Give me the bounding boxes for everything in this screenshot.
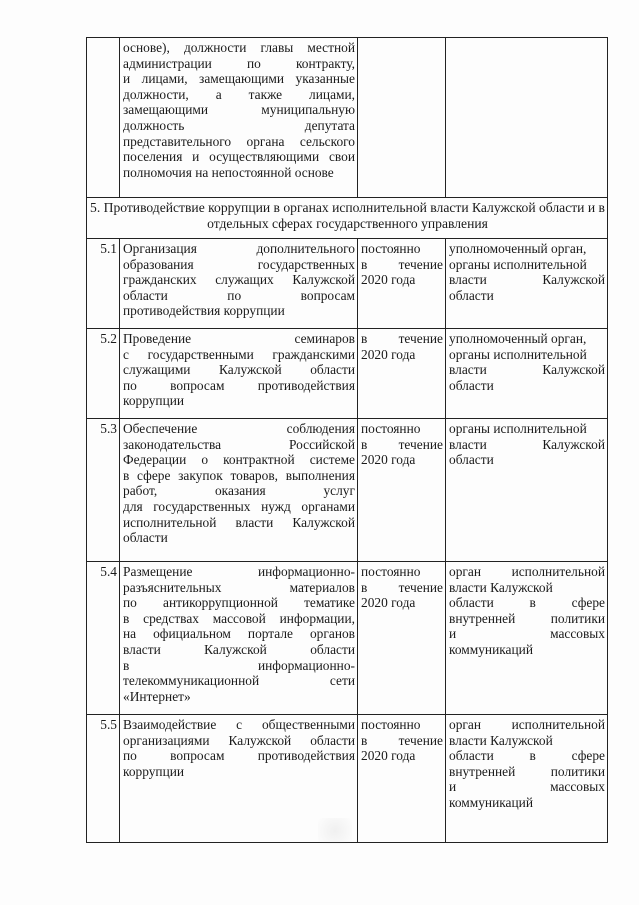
measure-line: Организация дополнительного: [123, 241, 355, 256]
table-row: [87, 562, 608, 715]
measure-line: работ, оказания услуг: [123, 483, 355, 499]
measure-cell: [120, 329, 358, 419]
measure-cell: [120, 239, 358, 329]
responsible-line: органы исполнительной: [449, 421, 587, 436]
measure-line: и лицами, замещающими указанные: [123, 71, 355, 87]
responsible-line: власти Калужской: [449, 579, 553, 595]
responsible-cell: [446, 715, 608, 843]
measure-cell: [120, 419, 358, 562]
measure-line: по вопросам противодействия: [123, 377, 355, 393]
responsible-line: коммуникаций: [449, 794, 533, 810]
responsible-cell: [446, 38, 608, 198]
measure-line: на официальном портале органов: [123, 626, 355, 642]
measure-line: Взаимодействие с общественными: [123, 717, 355, 732]
term-line: 2020 года: [361, 272, 416, 288]
measure-line: служащими Калужской области: [123, 362, 355, 378]
term-line: в течение: [361, 331, 443, 346]
measure-line: по вопросам противодействия: [123, 748, 355, 764]
measure-line: основе), должности главы местной: [123, 40, 355, 55]
responsible-cell: [446, 329, 608, 419]
row-number: 5.1: [87, 239, 120, 329]
responsible-line: и массовых: [449, 626, 605, 642]
responsible-cell: [446, 419, 608, 562]
measure-line: образования государственных: [123, 256, 355, 272]
measure-line: власти Калужской области: [123, 641, 355, 657]
measure-line: коррупции: [123, 393, 185, 409]
measure-line: в информационно-: [123, 657, 355, 673]
responsible-line: области в сфере: [449, 748, 605, 764]
measure-line: полномочия на непостоянной основе: [123, 164, 334, 180]
responsible-line: власти Калужской: [449, 272, 605, 288]
measure-line: по антикоррупционной тематике: [123, 595, 355, 611]
table-row: [87, 419, 608, 562]
measure-line: организациями Калужской области: [123, 732, 355, 748]
term-cell: [358, 562, 446, 715]
section-heading: 5. Противодействие коррупции в органах исполнительной власти Калужской области и в отдельных сферах государственного управления: [87, 198, 608, 239]
measure-line: Федерации о контрактной системе: [123, 452, 355, 468]
responsible-line: и массовых: [449, 779, 605, 795]
term-line: постоянно: [361, 717, 421, 732]
measure-line: в сфере закупок товаров, выполнения: [123, 467, 355, 483]
table-row: [87, 329, 608, 419]
measure-line: Размещение информационно-: [123, 564, 355, 579]
row-number: 5.2: [87, 329, 120, 419]
measure-cell: [120, 38, 358, 198]
measure-line: области: [123, 530, 168, 546]
row-number: 5.3: [87, 419, 120, 562]
responsible-line: орган исполнительной: [449, 717, 605, 732]
measure-line: представительного органа сельского: [123, 133, 355, 149]
term-line: в течение: [361, 256, 443, 272]
measure-line: области по вопросам: [123, 287, 355, 303]
measure-line: «Интернет»: [123, 688, 191, 704]
term-cell: [358, 38, 446, 198]
section-heading-row: [87, 198, 608, 239]
anticorruption-plan-table: [86, 37, 608, 843]
term-line: постоянно: [361, 564, 421, 579]
responsible-line: области: [449, 452, 494, 468]
term-line: в течение: [361, 732, 443, 748]
responsible-line: власти Калужской: [449, 732, 553, 748]
measure-line: должность депутата: [123, 117, 355, 133]
measure-line: телекоммуникационной сети: [123, 673, 355, 689]
term-line: в течение: [361, 436, 443, 452]
measure-line: законодательства Российской: [123, 436, 355, 452]
measure-line: администрации по контракту,: [123, 55, 355, 71]
measure-line: для государственных нужд органами: [123, 498, 355, 514]
measure-line: Обеспечение соблюдения: [123, 421, 355, 436]
term-line: 2020 года: [361, 346, 416, 362]
term-cell: [358, 329, 446, 419]
term-cell: [358, 419, 446, 562]
term-line: 2020 года: [361, 748, 416, 764]
measure-line: замещающими муниципальную: [123, 102, 355, 118]
responsible-cell: [446, 562, 608, 715]
term-line: в течение: [361, 579, 443, 595]
measure-line: противодействия коррупции: [123, 303, 285, 319]
term-cell: [358, 715, 446, 843]
term-line: постоянно: [361, 241, 421, 256]
measure-line: поселения и осуществляющими свои: [123, 149, 355, 165]
responsible-line: власти Калужской: [449, 362, 605, 378]
measure-line: гражданских служащих Калужской: [123, 272, 355, 288]
term-line: 2020 года: [361, 595, 416, 611]
responsible-cell: [446, 239, 608, 329]
row-number-cell: [87, 38, 120, 198]
row-number: 5.5: [87, 715, 120, 843]
term-line: 2020 года: [361, 452, 416, 468]
responsible-line: внутренней политики: [449, 763, 605, 779]
responsible-line: внутренней политики: [449, 610, 605, 626]
responsible-line: орган исполнительной: [449, 564, 605, 579]
term-cell: [358, 239, 446, 329]
responsible-line: области в сфере: [449, 595, 605, 611]
measure-line: исполнительной власти Калужской: [123, 514, 355, 530]
measure-line: разъяснительных материалов: [123, 579, 355, 595]
responsible-line: области: [449, 287, 494, 303]
measure-line: с государственными гражданскими: [123, 346, 355, 362]
measure-line: должности, а также лицами,: [123, 86, 355, 102]
row-number: 5.4: [87, 562, 120, 715]
responsible-line: коммуникаций: [449, 641, 533, 657]
table-row-continuation: [87, 38, 608, 198]
responsible-line: власти Калужской: [449, 436, 605, 452]
faint-stamp-mark: [318, 818, 352, 844]
table-row: [87, 239, 608, 329]
responsible-line: уполномоченный орган,: [449, 331, 587, 346]
measure-line: коррупции: [123, 763, 185, 779]
responsible-line: уполномоченный орган,: [449, 241, 587, 256]
measure-line: в средствах массовой информации,: [123, 610, 355, 626]
measure-line: Проведение семинаров: [123, 331, 355, 346]
responsible-line: области: [449, 377, 494, 393]
term-line: постоянно: [361, 421, 421, 436]
measure-cell: [120, 562, 358, 715]
responsible-line: органы исполнительной: [449, 256, 587, 272]
responsible-line: органы исполнительной: [449, 346, 587, 362]
